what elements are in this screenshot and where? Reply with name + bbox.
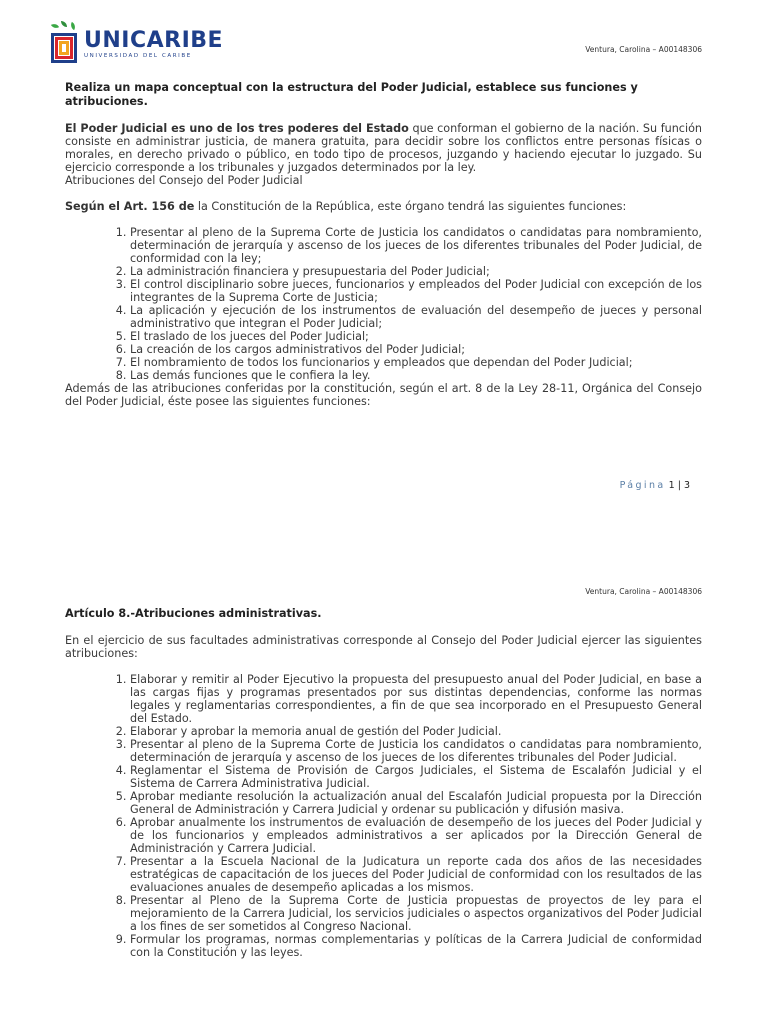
list-item: 5. El traslado de los jueces del Poder Judicial; xyxy=(130,330,702,343)
attributions-list xyxy=(65,673,702,959)
header-author: Ventura, Carolina – A00148306 xyxy=(585,45,702,54)
subheading: Atribuciones del Consejo del Poder Judicial xyxy=(65,174,303,187)
logo-name: UNICARIBE xyxy=(84,28,224,53)
page-separator: | xyxy=(677,480,681,491)
list-item: 2. Elaborar y aprobar la memoria anual de gestión del Poder Judicial. xyxy=(130,725,702,738)
list-item: 8. Presentar al Pleno de la Suprema Corte de Justicia propuestas de proyectos de ley para el mejoramiento de la Carrera Judicial, los servicios judiciales o aspectos organizativos del Poder Judicial a los fines de ser sometidos al Congreso Nacional. xyxy=(130,894,702,933)
list-item: 1. Presentar al pleno de la Suprema Corte de Justicia los candidatos o candidatas para nombramiento, determinación de jerarquía y ascenso de los jueces de los diferentes tribunales del Poder Judicial, de conformidad con la ley; xyxy=(130,226,702,265)
logo-subtitle: UNIVERSIDAD DEL CARIBE xyxy=(84,53,192,59)
list-item: 3. El control disciplinario sobre jueces, funcionarios y empleados del Poder Judicial con excepción de los integrantes de la Suprema Corte de Justicia; xyxy=(130,278,702,304)
list-item: 6. Aprobar anualmente los instrumentos de evaluación de desempeño de los jueces del Poder Judicial y de los funcionarios y empleados administrativos a ser aplicados por la Dirección General de Administración y Carrera Judicial. xyxy=(130,816,702,855)
page-separator-gap xyxy=(0,560,768,572)
page-total: 3 xyxy=(683,480,690,491)
list-item: 8. Las demás funciones que le confiera la ley. xyxy=(130,369,702,382)
page-number-footer xyxy=(620,479,690,492)
university-logo xyxy=(50,22,223,68)
page-1-content xyxy=(65,81,702,408)
list-item: 1. Elaborar y remitir al Poder Ejecutivo la propuesta del presupuesto anual del Poder Judicial, en base a las cargas fijas y programas presentados por sus distintas dependencias, conforme las normas legales y reglamentarias correspondientes, a fin de que sea incorporado en el Presupuesto General del Estado. xyxy=(130,673,702,725)
page-2-content xyxy=(65,607,702,959)
page-word: Página xyxy=(619,480,666,491)
intro-rest: que conforman el gobierno de la nación. Su función consiste en administrar justicia, de manera gratuita, para decidir sobre los conflictos entre personas físicas o morales, en derecho privado o público, en todo tipo de procesos, juzgando y haciendo ejecutar lo juzgado. Su ejercicio corresponde a los tribunales y juzgados determinados por la ley. xyxy=(65,122,703,174)
functions-list xyxy=(65,226,702,382)
attributions-intro: En el ejercicio de sus facultades administrativas corresponde al Consejo del Poder Judicial ejercer las siguientes atribuciones: xyxy=(65,634,702,660)
article-paragraph xyxy=(65,200,702,213)
closing-paragraph: Además de las atribuciones conferidas por la constitución, según el art. 8 de la Ley 28-11, Orgánica del Consejo del Poder Judicial, éste posee las siguientes funciones: xyxy=(65,382,702,408)
article-rest: la Constitución de la República, este órgano tendrá las siguientes funciones: xyxy=(194,200,627,213)
unicaribe-emblem-icon xyxy=(50,23,78,67)
article-heading: Artículo 8.-Atribuciones administrativas. xyxy=(65,607,322,620)
list-item: 2. La administración financiera y presupuestaria del Poder Judicial; xyxy=(130,265,702,278)
list-item: 7. Presentar a la Escuela Nacional de la Judicatura un reporte cada dos años de las necesidades estratégicas de capacitación de los jueces del Poder Judicial de conformidad con los resultados de las evaluaciones anuales de desempeño aplicadas a los mismos. xyxy=(130,855,702,894)
assignment-title: Realiza un mapa conceptual con la estructura del Poder Judicial, establece sus funciones y atribuciones. xyxy=(65,81,638,108)
list-item: 7. El nombramiento de todos los funcionarios y empleados que dependan del Poder Judicial; xyxy=(130,356,702,369)
list-item: 6. La creación de los cargos administrativos del Poder Judicial; xyxy=(130,343,702,356)
header-author: Ventura, Carolina – A00148306 xyxy=(585,587,702,596)
intro-bold: El Poder Judicial es uno de los tres poderes del Estado xyxy=(65,122,409,135)
list-item: 4. Reglamentar el Sistema de Provisión de Cargos Judiciales, el Sistema de Escalafón Judicial y el Sistema de Carrera Administrativa Judicial. xyxy=(130,764,702,790)
list-item: 5. Aprobar mediante resolución la actualización anual del Escalafón Judicial propuesta por la Dirección General de Administración y Carrera Judicial y ordenar su publicación y difusión masiva. xyxy=(130,790,702,816)
intro-paragraph xyxy=(65,122,702,174)
list-item: 3. Presentar al pleno de la Suprema Corte de Justicia los candidatos o candidatas para nombramiento, determinación de jerarquía y ascenso de los jueces de los diferentes tribunales del Poder Judicial. xyxy=(130,738,702,764)
page-number: 1 xyxy=(668,480,675,491)
list-item: 4. La aplicación y ejecución de los instrumentos de evaluación del desempeño de jueces y personal administrativo que integran el Poder Judicial; xyxy=(130,304,702,330)
list-item: 9. Formular los programas, normas complementarias y políticas de la Carrera Judicial de conformidad con la Constitución y las leyes. xyxy=(130,933,702,959)
article-bold: Según el Art. 156 de xyxy=(65,200,195,213)
document-page-2 xyxy=(0,572,768,1024)
